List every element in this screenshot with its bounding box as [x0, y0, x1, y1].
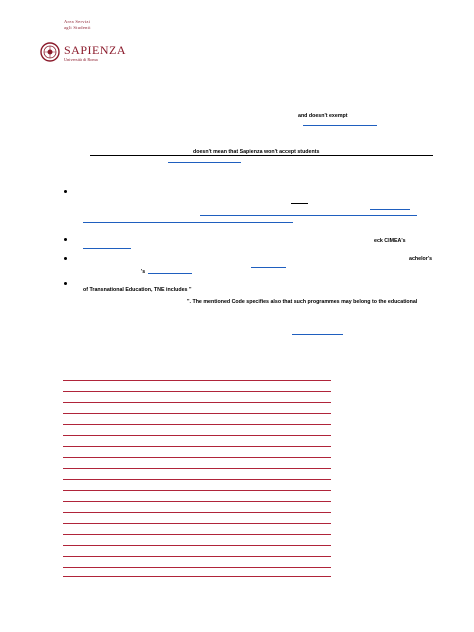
bullet-marker [64, 257, 67, 260]
form-line[interactable] [63, 468, 331, 469]
form-line[interactable] [63, 424, 331, 425]
hyperlink[interactable] [251, 267, 286, 268]
form-line[interactable] [63, 523, 331, 524]
form-line[interactable] [63, 457, 331, 458]
hyperlink[interactable] [200, 215, 417, 216]
brand-subtitle: Università di Roma [64, 57, 98, 62]
underline-rule [291, 203, 308, 204]
body-text-line: and doesn't exempt [298, 113, 348, 119]
body-text-line: of Transnational Education, TNE includes " [83, 287, 192, 293]
form-line[interactable] [63, 446, 331, 447]
form-line[interactable] [63, 413, 331, 414]
form-line[interactable] [63, 534, 331, 535]
body-text-line: eck CIMEA's [374, 238, 406, 244]
brand-name: SAPIENZA [64, 43, 127, 57]
bullet-marker [64, 282, 67, 285]
hyperlink[interactable] [83, 222, 293, 223]
body-text-line: 's [141, 269, 146, 275]
sapienza-seal-icon [40, 42, 60, 62]
hyperlink[interactable] [168, 162, 241, 163]
office-label [64, 19, 91, 30]
hyperlink[interactable] [370, 209, 410, 210]
form-line[interactable] [63, 435, 331, 436]
form-line[interactable] [63, 576, 331, 577]
form-line[interactable] [63, 512, 331, 513]
underline-rule [90, 155, 433, 156]
form-line[interactable] [63, 479, 331, 480]
hyperlink[interactable] [292, 334, 343, 335]
hyperlink[interactable] [148, 273, 192, 274]
bullet-marker [64, 238, 67, 241]
office-line-2: agli Studenti [64, 24, 91, 30]
office-line-1: Area Servizi [64, 19, 91, 24]
body-text-line: ". The mentioned Code specifies also that such programmes may belong to the educational [187, 299, 418, 305]
form-line[interactable] [63, 402, 331, 403]
body-text-line: doesn't mean that Sapienza won't accept students [193, 149, 320, 155]
page-header [40, 16, 130, 66]
form-line[interactable] [63, 567, 331, 568]
bullet-marker [64, 190, 67, 193]
form-line[interactable] [63, 545, 331, 546]
form-line[interactable] [63, 556, 331, 557]
hyperlink[interactable] [83, 248, 131, 249]
form-line[interactable] [63, 391, 331, 392]
hyperlink[interactable] [303, 125, 377, 126]
form-line[interactable] [63, 380, 331, 381]
form-line[interactable] [63, 501, 331, 502]
body-text-line: achelor's [409, 256, 433, 262]
form-line[interactable] [63, 490, 331, 491]
